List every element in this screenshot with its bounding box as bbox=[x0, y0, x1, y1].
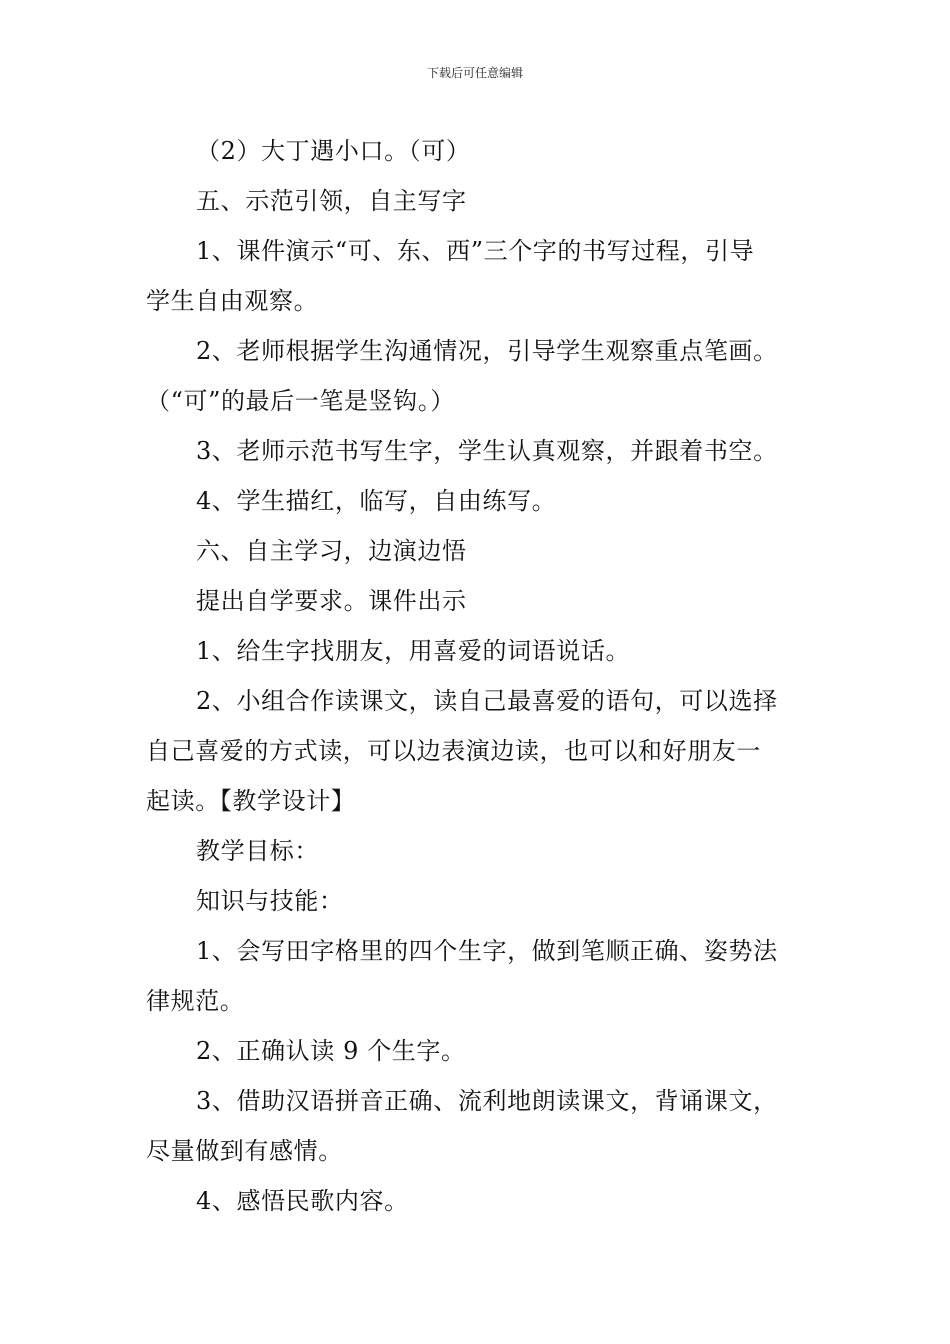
paragraph-line: 3、借助汉语拼音正确、流利地朗读课文，背诵课文， bbox=[196, 1087, 778, 1115]
paragraph-line: 3、老师示范书写生字，学生认真观察，并跟着书空。 bbox=[196, 437, 778, 465]
section-heading: 六、自主学习，边演边悟 bbox=[196, 537, 467, 565]
paragraph-line: 2、小组合作读课文，读自己最喜爱的语句，可以选择 bbox=[196, 687, 778, 715]
paragraph-line: （“可”的最后一笔是竖钩。） bbox=[146, 387, 455, 415]
section-heading: 教学目标： bbox=[196, 837, 319, 865]
document-body bbox=[146, 126, 810, 1226]
paragraph-line: 起读。【教学设计】 bbox=[146, 787, 356, 815]
paragraph-line: 2、老师根据学生沟通情况，引导学生观察重点笔画。 bbox=[196, 337, 778, 365]
paragraph-line: 2、正确认读 9 个生字。 bbox=[196, 1037, 466, 1065]
paragraph-line: 1、会写田字格里的四个生字，做到笔顺正确、姿势法 bbox=[196, 937, 778, 965]
paragraph-line: 1、课件演示“可、东、西”三个字的书写过程，引导 bbox=[196, 237, 755, 265]
section-heading: 知识与技能： bbox=[196, 887, 344, 915]
paragraph-line: 学生自由观察。 bbox=[146, 287, 319, 315]
section-heading: 五、示范引领，自主写字 bbox=[196, 187, 467, 215]
paragraph-line: （2）大丁遇小口。（可） bbox=[196, 137, 471, 165]
page-header: 下载后可任意编辑 bbox=[426, 66, 523, 80]
paragraph-line: 自己喜爱的方式读，可以边表演边读，也可以和好朋友一 bbox=[146, 737, 761, 765]
paragraph-line: 尽量做到有感情。 bbox=[146, 1137, 343, 1165]
paragraph-line: 1、给生字找朋友，用喜爱的词语说话。 bbox=[196, 637, 631, 665]
paragraph-line: 4、学生描红，临写，自由练写。 bbox=[196, 487, 557, 515]
paragraph-line: 4、感悟民歌内容。 bbox=[196, 1187, 409, 1215]
paragraph-line: 提出自学要求。课件出示 bbox=[196, 587, 467, 615]
paragraph-line: 律规范。 bbox=[146, 987, 245, 1015]
